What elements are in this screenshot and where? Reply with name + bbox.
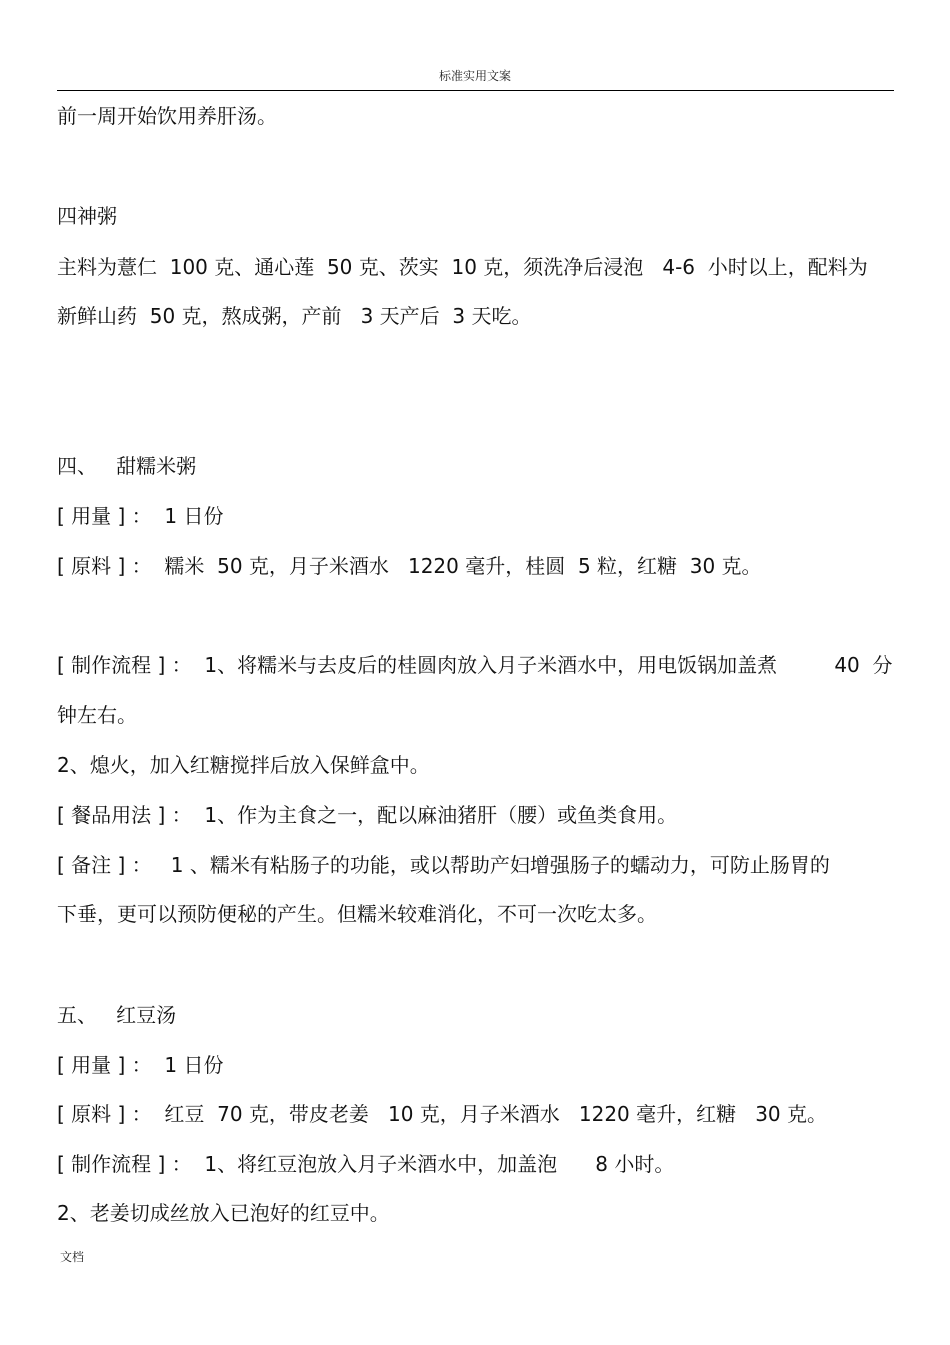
- text-line: 主料为薏仁 100 克、通心莲 50 克、茨实 10 克，须洗净后浸泡 4-6 小时以上，配料为: [57, 255, 868, 279]
- text-line: 前一周开始饮用养肝汤。: [57, 104, 277, 128]
- text-line: [ 餐品用法 ] ： 1、作为主食之一，配以麻油猪肝（腰）或鱼类食用。: [57, 803, 678, 827]
- text-line: 2、熄火，加入红糖搅拌后放入保鲜盒中。: [57, 753, 430, 777]
- header-divider: [57, 90, 894, 91]
- text-line: 钟左右。: [57, 703, 137, 727]
- text-line: 2、老姜切成丝放入已泡好的红豆中。: [57, 1201, 390, 1225]
- page-footer: 文档: [60, 1250, 85, 1264]
- text-line: [ 制作流程 ] ： 1、将糯米与去皮后的桂圆肉放入月子米酒水中，用电饭锅加盖煮 40 分: [57, 653, 893, 677]
- text-line: 下垂，更可以预防便秘的产生。但糯米较难消化，不可一次吃太多。: [57, 902, 657, 926]
- text-line: [ 用量 ] ： 1 日份: [57, 504, 224, 528]
- text-line: [ 用量 ] ： 1 日份: [57, 1053, 224, 1077]
- section-heading: 五、 红豆汤: [57, 1003, 177, 1027]
- text-line: 新鲜山药 50 克，熬成粥，产前 3 天产后 3 天吃。: [57, 304, 532, 328]
- text-line: [ 备注 ] ： 1 、糯米有粘肠子的功能，或以帮助产妇增强肠子的蠕动力，可防止肠胃的: [57, 853, 830, 877]
- text-line: [ 原料 ] ： 红豆 70 克，带皮老姜 10 克，月子米酒水 1220 毫升，红糖 30 克。: [57, 1102, 827, 1126]
- section-heading: 四、 甜糯米粥: [57, 454, 197, 478]
- section-heading: 四神粥: [57, 204, 117, 228]
- page-header: 标准实用文案: [438, 69, 511, 83]
- text-line: [ 制作流程 ] ： 1、将红豆泡放入月子米酒水中，加盖泡 8 小时。: [57, 1152, 675, 1176]
- text-line: [ 原料 ] ： 糯米 50 克，月子米酒水 1220 毫升，桂圆 5 粒，红糖 30 克。: [57, 554, 762, 578]
